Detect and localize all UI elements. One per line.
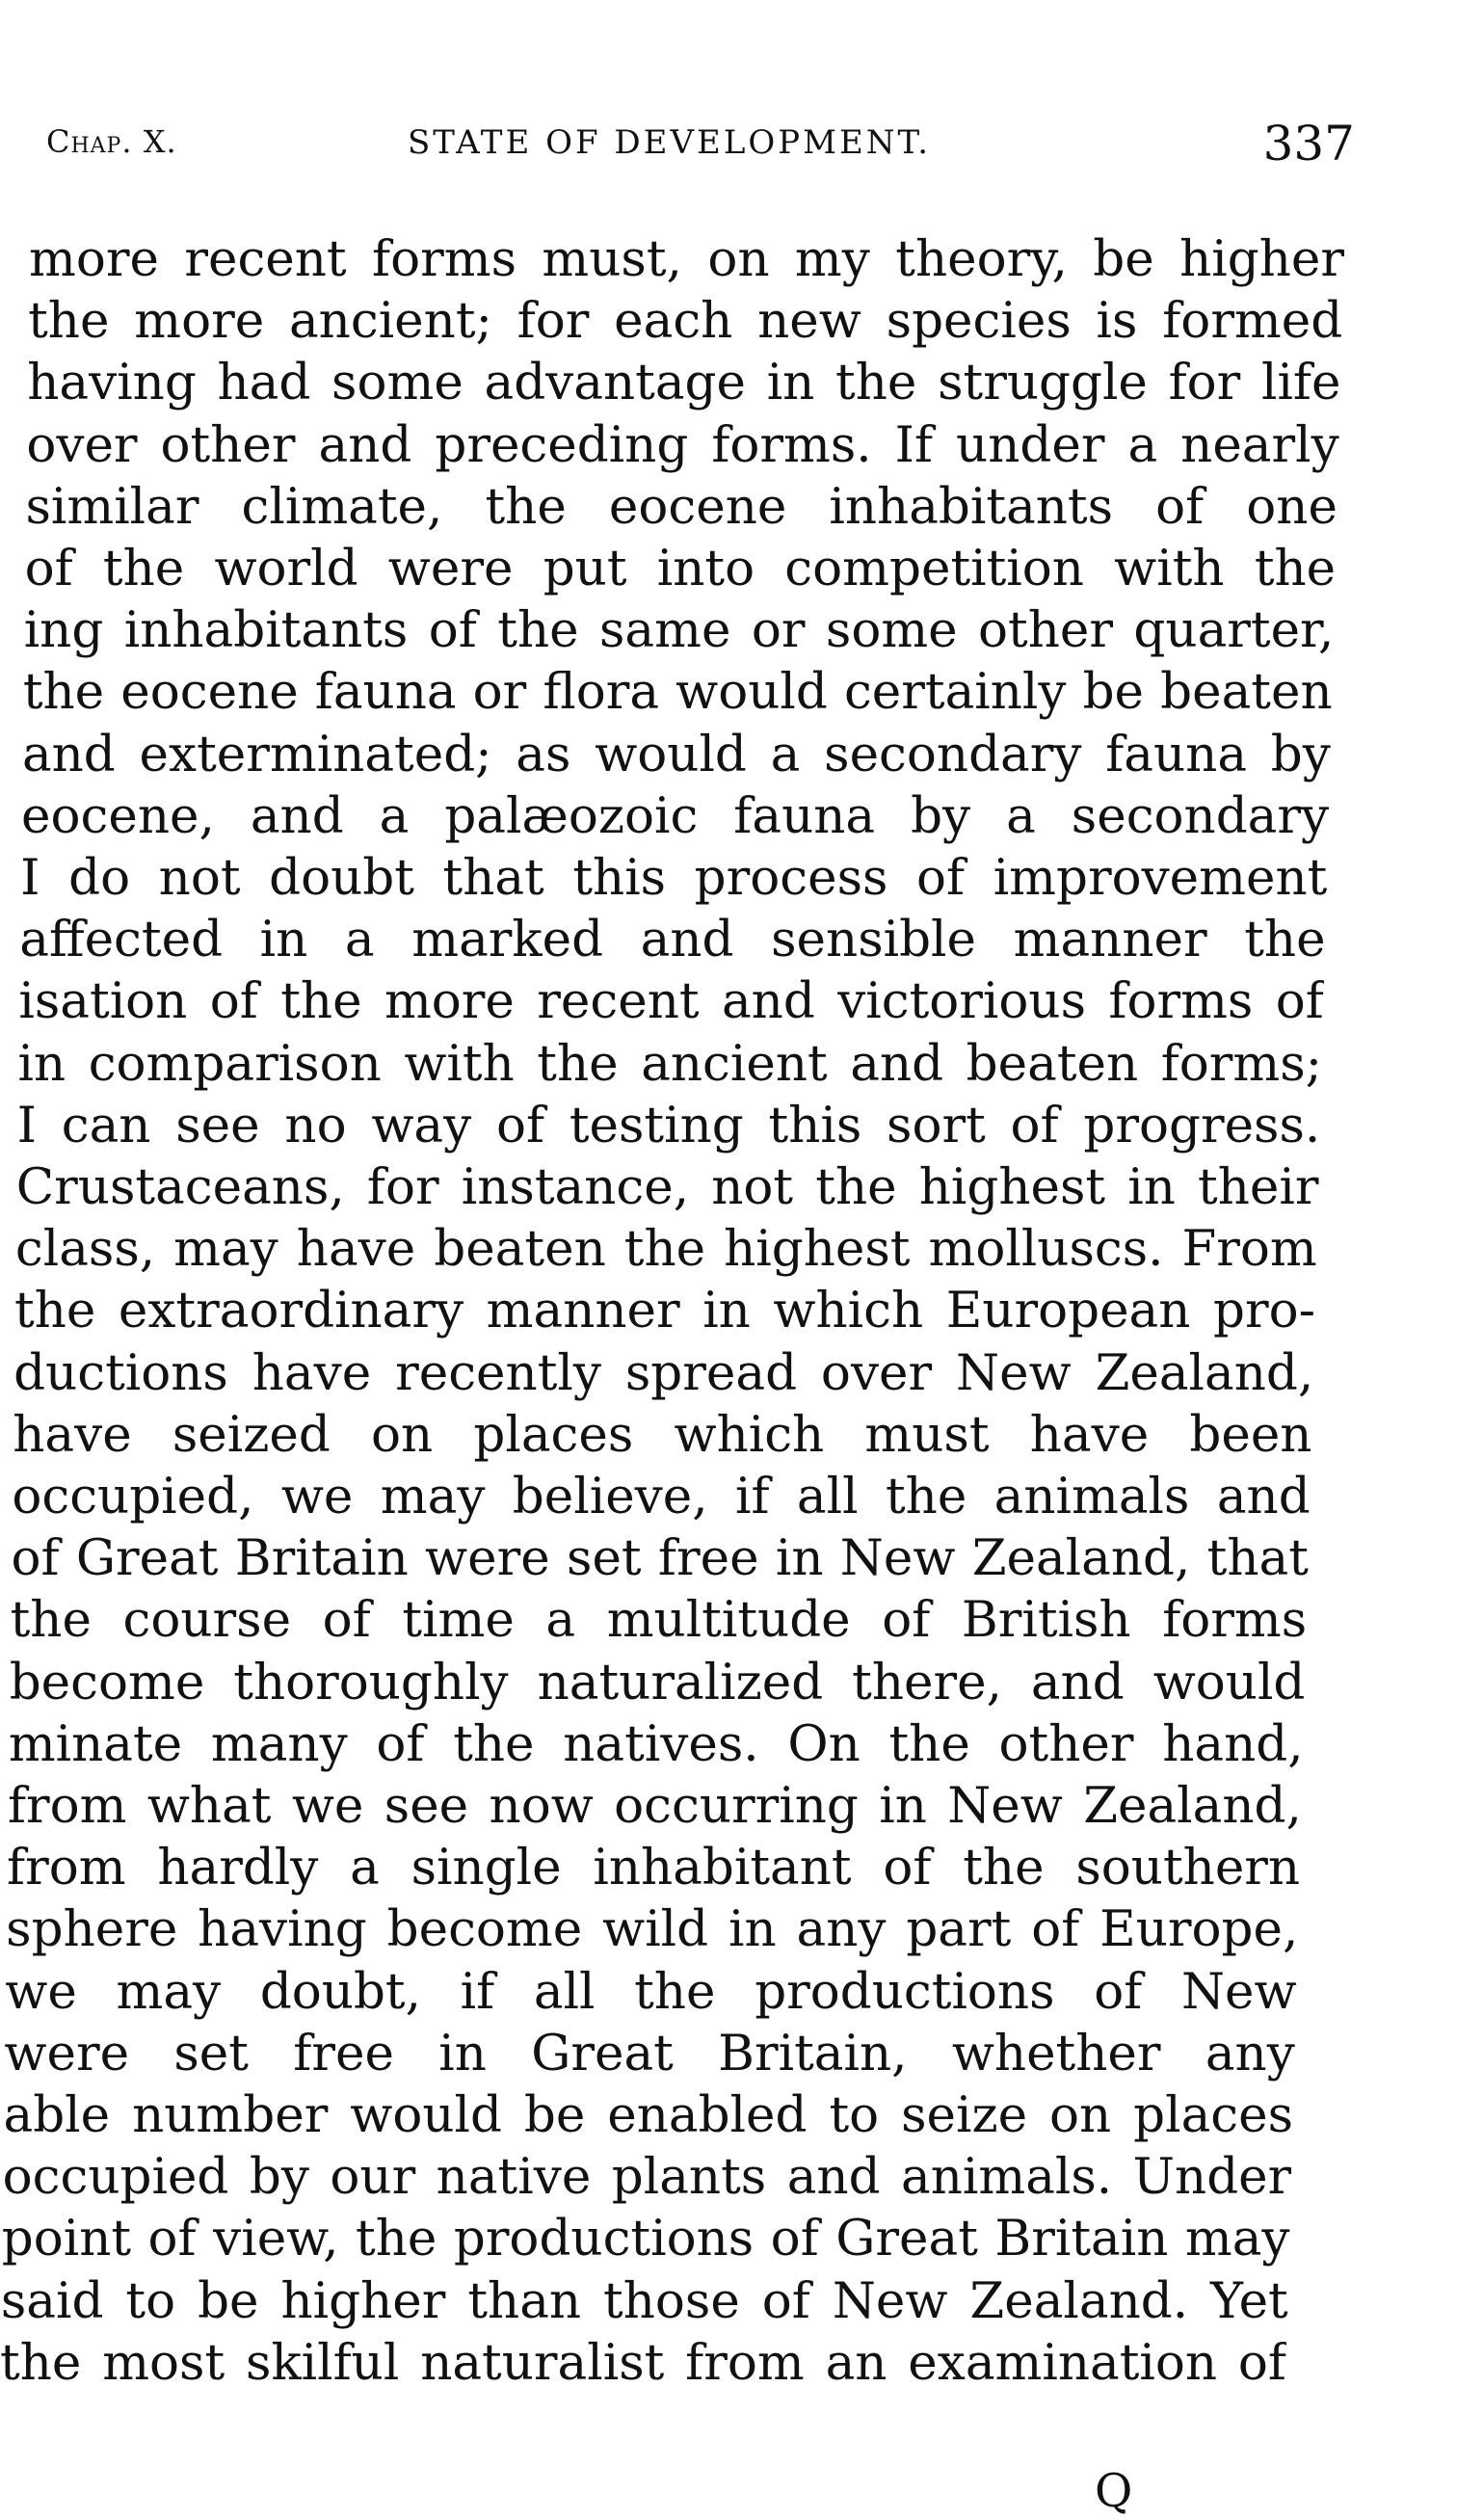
text-line: I can see no way of testing this sort of progress. — [16, 1096, 1321, 1154]
text-line: the eocene fauna or flora would certainly be beaten — [22, 663, 1333, 722]
page-number: 337 — [1262, 116, 1355, 172]
chapter-label: Chap. X. — [46, 123, 177, 160]
text-line: Crustaceans, for instance, not the highest in their — [15, 1158, 1319, 1216]
signature-mark: Q — [1095, 2464, 1133, 2518]
text-line: we may doubt, if all the productions of New — [5, 1962, 1297, 2021]
text-line: ing inhabitants of the same or some other quarter, — [23, 601, 1335, 660]
text-line: over other and preceding forms. If under a nearly — [26, 415, 1339, 474]
text-line: I do not doubt that this process of improvement — [20, 849, 1328, 907]
text-line: the more ancient; for each new species is formed — [28, 292, 1343, 351]
text-line: more recent forms must, on my theory, be higher — [29, 230, 1344, 288]
text-line: said to be higher than those of New Zealand. Yet — [0, 2271, 1288, 2330]
text-line: occupied by our native plants and animals. Under — [2, 2148, 1292, 2207]
text-line: class, may have beaten the highest molluscs. From — [14, 1220, 1317, 1279]
running-title: STATE OF DEVELOPMENT. — [408, 123, 932, 162]
text-line: having had some advantage in the struggle for life — [27, 354, 1341, 412]
text-line: have seized on places which must have been — [13, 1405, 1312, 1464]
text-line: the extraordinary manner in which European pro- — [14, 1282, 1315, 1340]
text-line: able number would be enabled to seize on places — [3, 2086, 1294, 2144]
text-line: affected in a marked and sensible manner the — [19, 911, 1326, 969]
text-line: from what we see now occurring in New Zealand, — [7, 1777, 1302, 1835]
text-line: point of view, the productions of Great Britain may — [1, 2210, 1290, 2268]
text-line: eocene, and a palæozoic fauna by a secondary — [21, 786, 1330, 845]
text-line: sphere having become wild in any part of Europe, — [6, 1900, 1299, 1959]
text-line: were set free in Great Britain, whether any — [4, 2024, 1295, 2082]
text-line: isation of the more recent and victorious forms of — [18, 972, 1324, 1031]
running-head — [46, 116, 1355, 181]
text-line: the course of time a multitude of British forms — [10, 1591, 1308, 1650]
text-line: ductions have recently spread over New Zealand, — [13, 1343, 1314, 1402]
text-line: become thoroughly naturalized there, and would — [9, 1653, 1306, 1711]
text-line: and exterminated; as would a secondary fauna by — [21, 725, 1331, 783]
text-line: of Great Britain were set free in New Zealand, that — [11, 1529, 1309, 1588]
text-line: in comparison with the ancient and beaten forms; — [17, 1034, 1323, 1093]
text-line: occupied, we may believe, if all the animals and — [12, 1468, 1311, 1525]
text-line: similar climate, the eocene inhabitants of one — [25, 477, 1337, 536]
text-line: minate many of the natives. On the other hand, — [8, 1714, 1304, 1773]
text-line: of the world were put into competition with the — [24, 540, 1337, 597]
text-line: the most skilful naturalist from an examination of — [0, 2333, 1286, 2392]
text-line: from hardly a single inhabitant of the southern — [7, 1839, 1301, 1897]
